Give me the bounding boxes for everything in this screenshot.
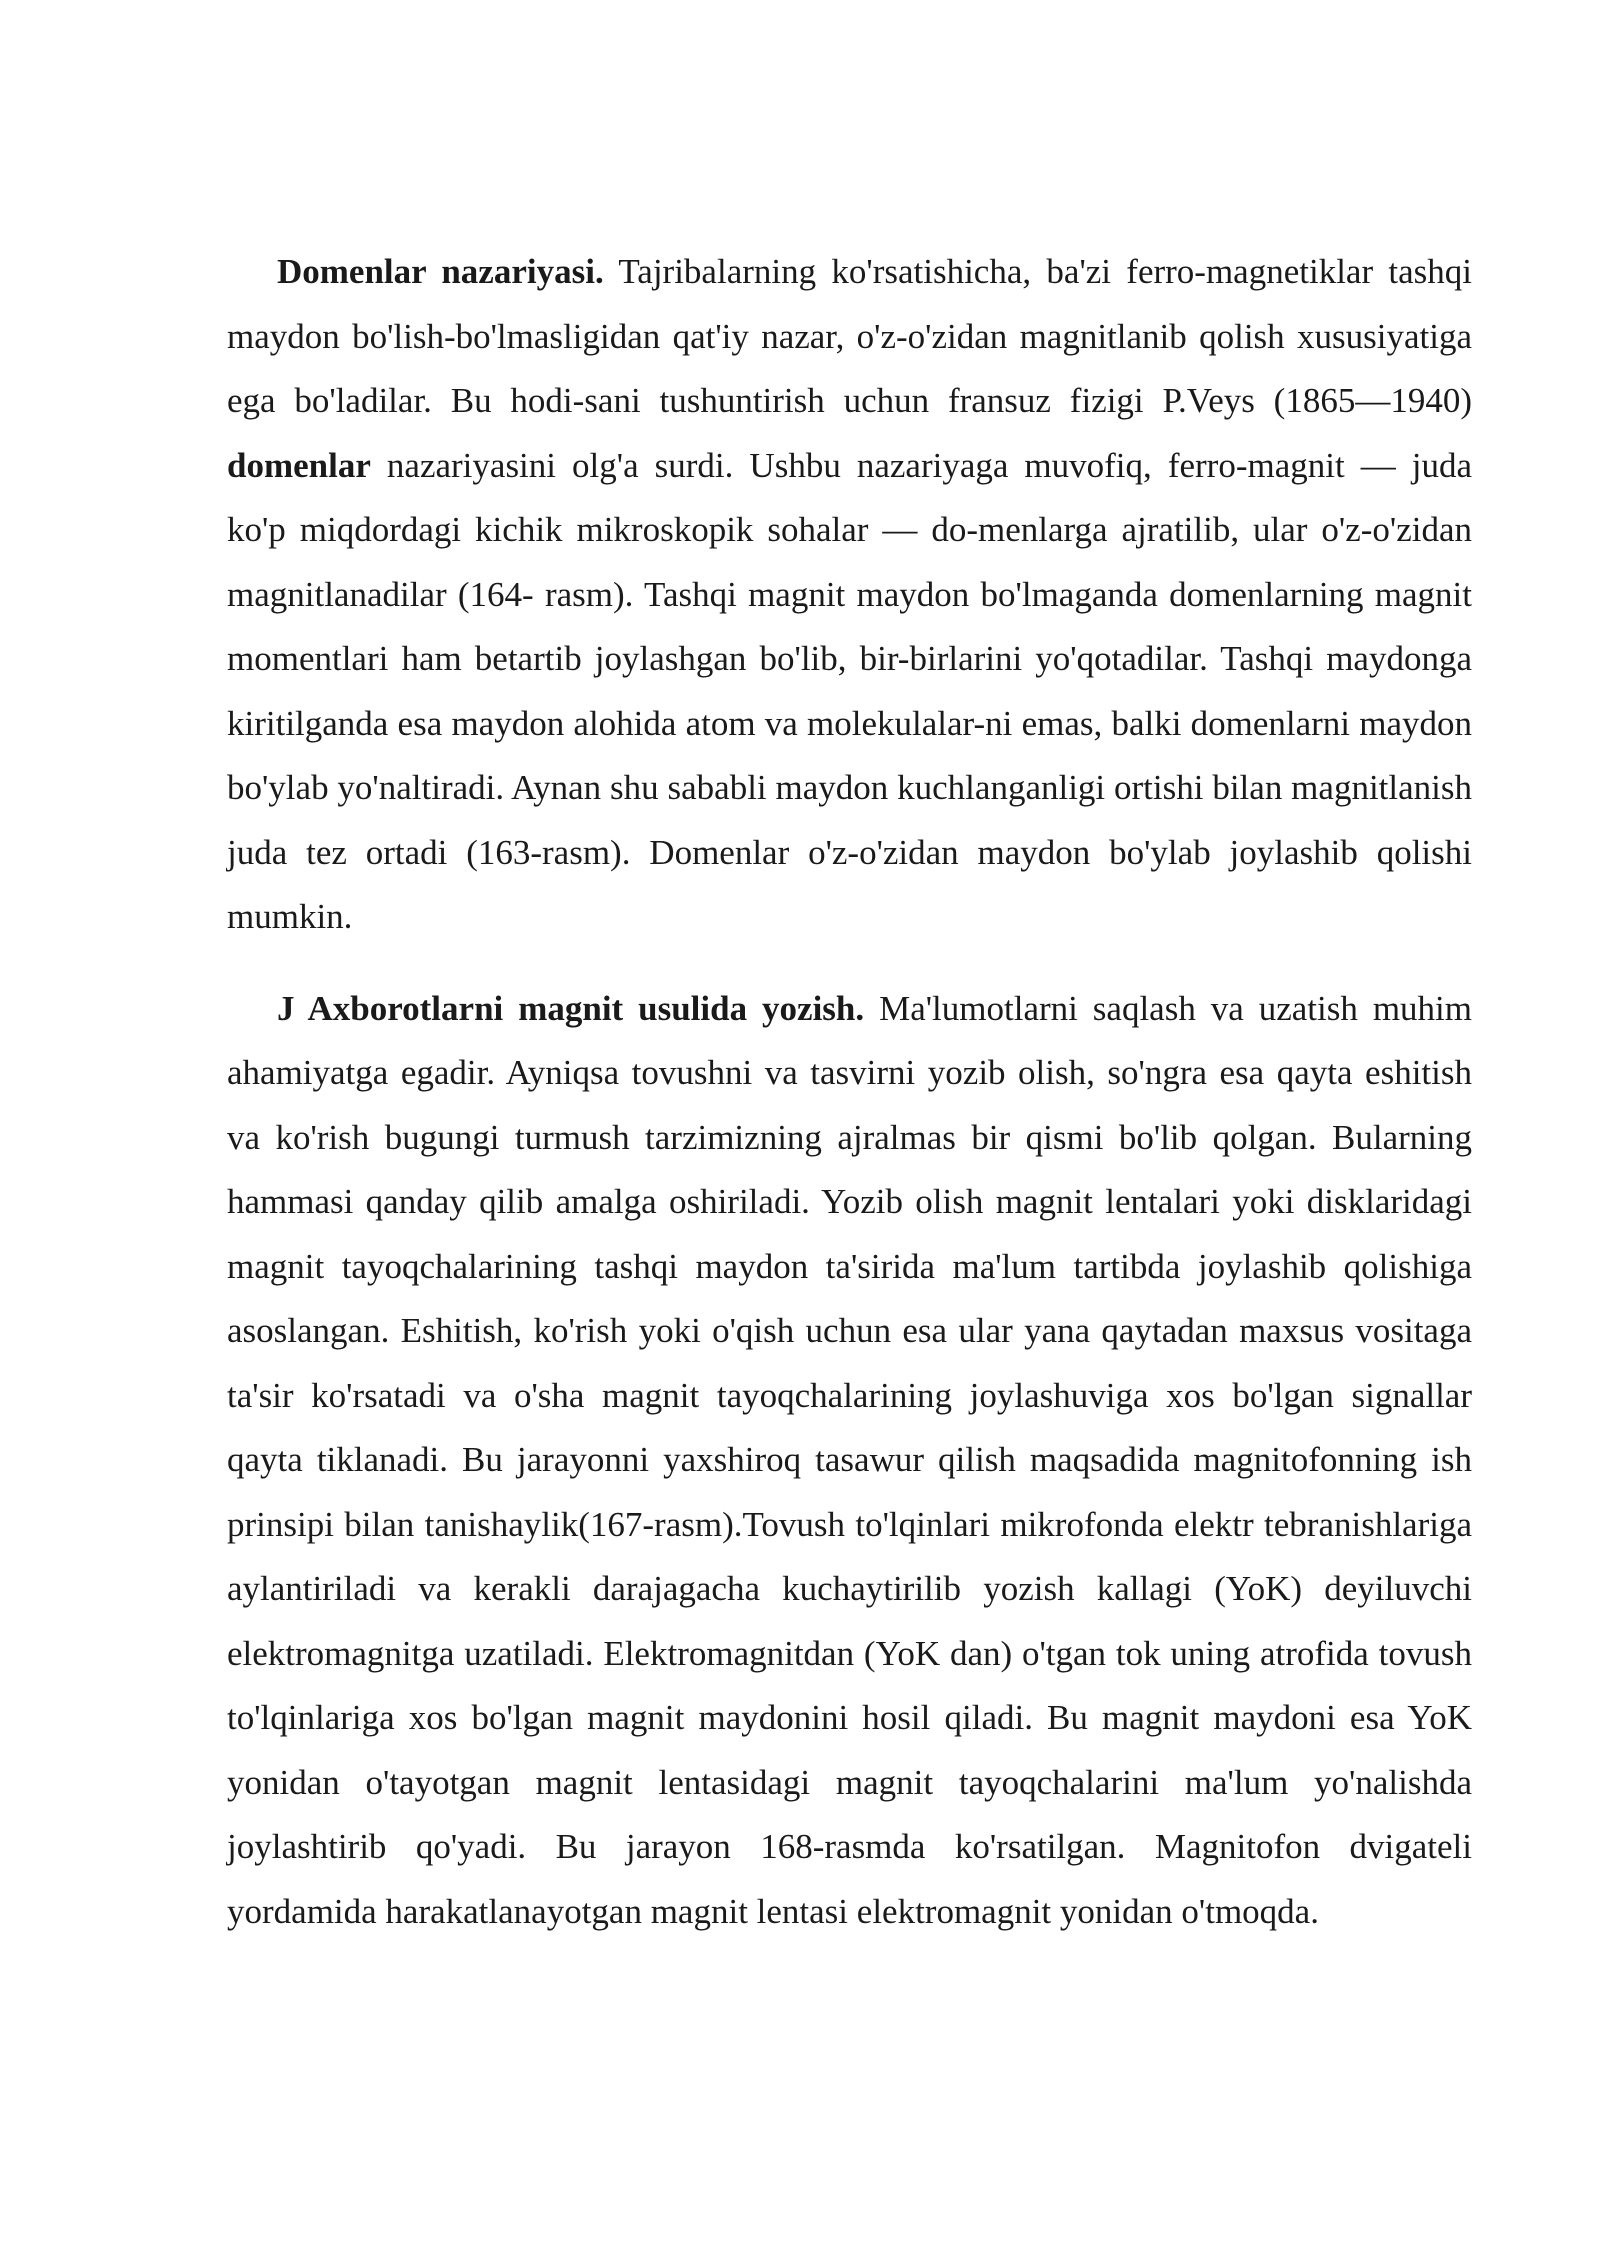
paragraph-magnetic-recording [227,977,1472,1945]
paragraph-heading: J Axborotlarni magnit usulida yozish. [277,988,865,1028]
paragraph-text: Tajribalarning ko'rsatishicha, ba'zi ferro-magnetiklar tashqi maydon bo'lish-bo'lmasligidan qat'iy nazar, o'z-o'zidan magnitlanib qolish xususiyatiga ega bo'ladilar. Bu hodi-sani tushuntirish uchun fransuz fizigi P.Veys (1865—1940) [227,252,1472,420]
emphasis-term: domenlar [227,445,371,485]
paragraph-heading: Domenlar nazariyasi. [277,252,604,291]
paragraph-text: Ma'lumotlarni saqlash va uzatish muhim ahamiyatga egadir. Ayniqsa tovushni va tasvirni yozib olish, so'ngra esa qayta eshitish va ko'rish bugungi turmush tarzimizning ajralmas bir qismi bo'lib qolgan. Bularning hammasi qanday qilib amalga oshiriladi. Yozib olish magnit lentalari yoki disklaridagi magnit tayoqchalarining tashqi maydon ta'sirida ma'lum tartibda joylashib qolishiga asoslangan. Eshitish, ko'rish yoki o'qish uchun esa ular yana qaytadan maxsus vositaga ta'sir ko'rsatadi va o'sha magnit tayoqchalarining joylashuviga xos bo'lgan signallar qayta tiklanadi. Bu jarayonni yaxshiroq tasawur qilish maqsadida magnitofonning ish prinsipi bilan tanishaylik(167-rasm).Tovush to'lqinlari mikrofonda elektr tebranishlariga aylantiriladi va kerakli darajagacha kuchaytirilib yozish kallagi (YoK) deyiluvchi elektromagnitga uzatiladi. Elektromagnitdan (YoK dan) o'tgan tok uning atrofida tovush to'lqinlariga xos bo'lgan magnit maydonini hosil qiladi. Bu magnit maydoni esa YoK yonidan o'tayotgan magnit lentasidagi magnit tayoqchalarini ma'lum yo'nalishda joylashtirib qo'yadi. Bu jarayon 168-rasmda ko'rsatilgan. Magnitofon dvigateli yordamida harakatlanayotgan magnit lentasi elektromagnit yonidan o'tmoqda. [227,988,1472,1931]
paragraph-domain-theory [227,240,1472,950]
paragraph-text: nazariyasini olg'a surdi. Ushbu nazariyaga muvofiq, ferro-magnit — juda ko'p miqdordagi kichik mikroskopik sohalar — do-menlarga ajratilib, ular o'z-o'zidan magnitlanadilar (164- rasm). Tashqi magnit maydon bo'lmaganda domenlarning magnit momentlari ham betartib joylashgan bo'lib, bir-birlarini yo'qotadilar. Tashqi maydonga kiritilganda esa maydon alohida atom va molekulalar-ni emas, balki domenlarni maydon bo'ylab yo'naltiradi. Aynan shu sababli maydon kuchlanganligi ortishi bilan magnitlanish juda tez ortadi (163-rasm). Domenlar o'z-o'zidan maydon bo'ylab joylashib qolishi mumkin. [227,445,1472,936]
document-page [227,240,1472,1944]
